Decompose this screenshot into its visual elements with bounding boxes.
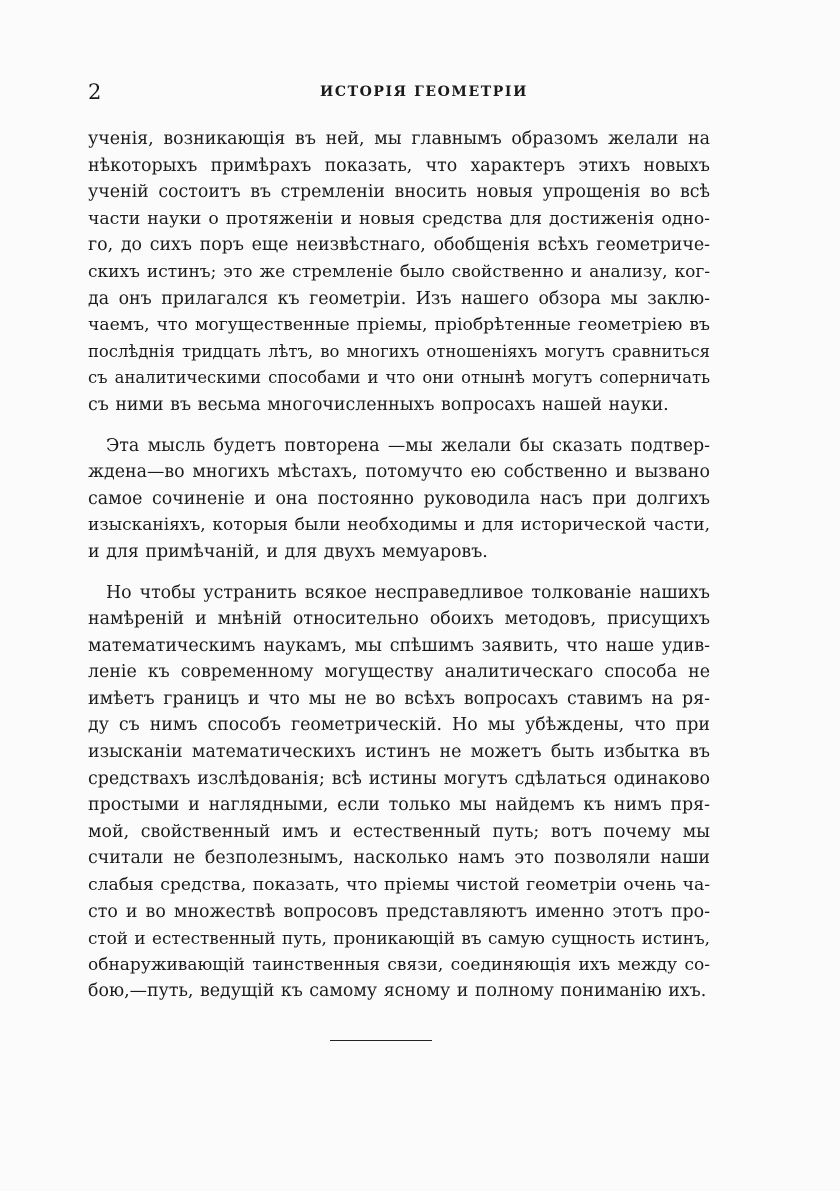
paragraph-3 bbox=[88, 580, 710, 1006]
text-line: имѣетъ границъ и что мы не во всѣхъ вопросахъ ставимъ на ря- bbox=[88, 688, 710, 709]
text-line: обнаруживающій таинственныя связи, соединяющія ихъ между со- bbox=[88, 954, 710, 975]
text-line: намѣреній и мнѣній относительно обоихъ методовъ, присущихъ bbox=[88, 609, 710, 630]
text-line: Эта мысль будетъ повторена —мы желали бы сказать подтвер- bbox=[106, 435, 710, 456]
text-line: го, до сихъ поръ еще неизвѣстнаго, обобщенія всѣхъ геометриче- bbox=[88, 235, 710, 256]
text-line: части науки о протяженіи и новыя средства для достиженія одно- bbox=[88, 208, 710, 229]
text-line: ждена—во многихъ мѣстахъ, потомучто ею собственно и вызвано bbox=[88, 462, 710, 483]
text-line: съ ними въ весьма многочисленныхъ вопросахъ нашей науки. bbox=[88, 394, 669, 415]
text-line: простыми и наглядными, если только мы найдемъ къ нимъ пря- bbox=[88, 795, 710, 816]
section-divider bbox=[330, 1040, 432, 1041]
text-line: съ аналитическими способами и что они отнынѣ могутъ соперничать bbox=[88, 368, 710, 388]
text-line: нѣкоторыхъ примѣрахъ показать, что характеръ этихъ новыхъ bbox=[88, 155, 710, 176]
text-line: изысканіяхъ, которыя были необходимы и для исторической части, bbox=[88, 515, 710, 536]
text-line: Но чтобы устранить всякое несправедливое толкованіе нашихъ bbox=[106, 582, 710, 603]
text-line: ученія, возникающія въ ней, мы главнымъ образомъ желали на bbox=[88, 129, 710, 149]
page-number: 2 bbox=[88, 80, 102, 104]
text-line: ду съ нимъ способъ геометрическій. Но мы убѣждены, что при bbox=[88, 715, 710, 736]
text-line: и для примѣчаній, и для двухъ мемуаровъ. bbox=[88, 541, 488, 562]
text-line: чаемъ, что могущественные пріемы, пріобрѣтенные геометріею въ bbox=[88, 315, 710, 336]
text-line: математическимъ наукамъ, мы спѣшимъ заявить, что наше удив- bbox=[88, 635, 710, 656]
body-text bbox=[88, 126, 710, 1019]
paragraph-1 bbox=[88, 126, 710, 419]
text-line: ученій состоитъ въ стремленіи вносить новыя упрощенія во всѣ bbox=[88, 182, 710, 203]
text-line: самое сочиненіе и она постоянно руководила насъ при долгихъ bbox=[88, 488, 710, 509]
text-line: да онъ прилагался къ геометріи. Изъ нашего обзора мы заклю- bbox=[88, 288, 710, 309]
text-line: бою,—путь, ведущій къ самому ясному и полному пониманію ихъ. bbox=[88, 981, 707, 1002]
text-line: мой, свойственный имъ и естественный путь; вотъ почему мы bbox=[88, 821, 710, 842]
text-line: слабыя средства, показать, что пріемы чистой геометріи очень ча- bbox=[88, 875, 710, 896]
running-head: ИСТОРІЯ ГЕОМЕТРІИ bbox=[320, 84, 528, 100]
text-line: леніе къ современному могуществу аналитическаго способа не bbox=[88, 662, 710, 683]
text-line: считали не безполезнымъ, насколько намъ это позволяли наши bbox=[88, 848, 710, 869]
text-line: стой и естественный путь, проникающій въ самую сущность истинъ, bbox=[88, 928, 710, 949]
page-header bbox=[88, 80, 714, 108]
text-line: изысканіи математическихъ истинъ не можетъ быть избытка въ bbox=[88, 742, 710, 763]
text-line: средствахъ изслѣдованія; всѣ истины могутъ сдѣлаться одинаково bbox=[88, 768, 710, 789]
paragraph-2 bbox=[88, 433, 710, 566]
text-line: послѣднія тридцать лѣтъ, во многихъ отношеніяхъ могутъ сравниться bbox=[88, 341, 710, 361]
text-line: скихъ истинъ; это же стремленіе было свойственно и анализу, ког- bbox=[88, 261, 710, 282]
text-line: сто и во множествѣ вопросовъ представляютъ именно этотъ про- bbox=[88, 901, 710, 922]
